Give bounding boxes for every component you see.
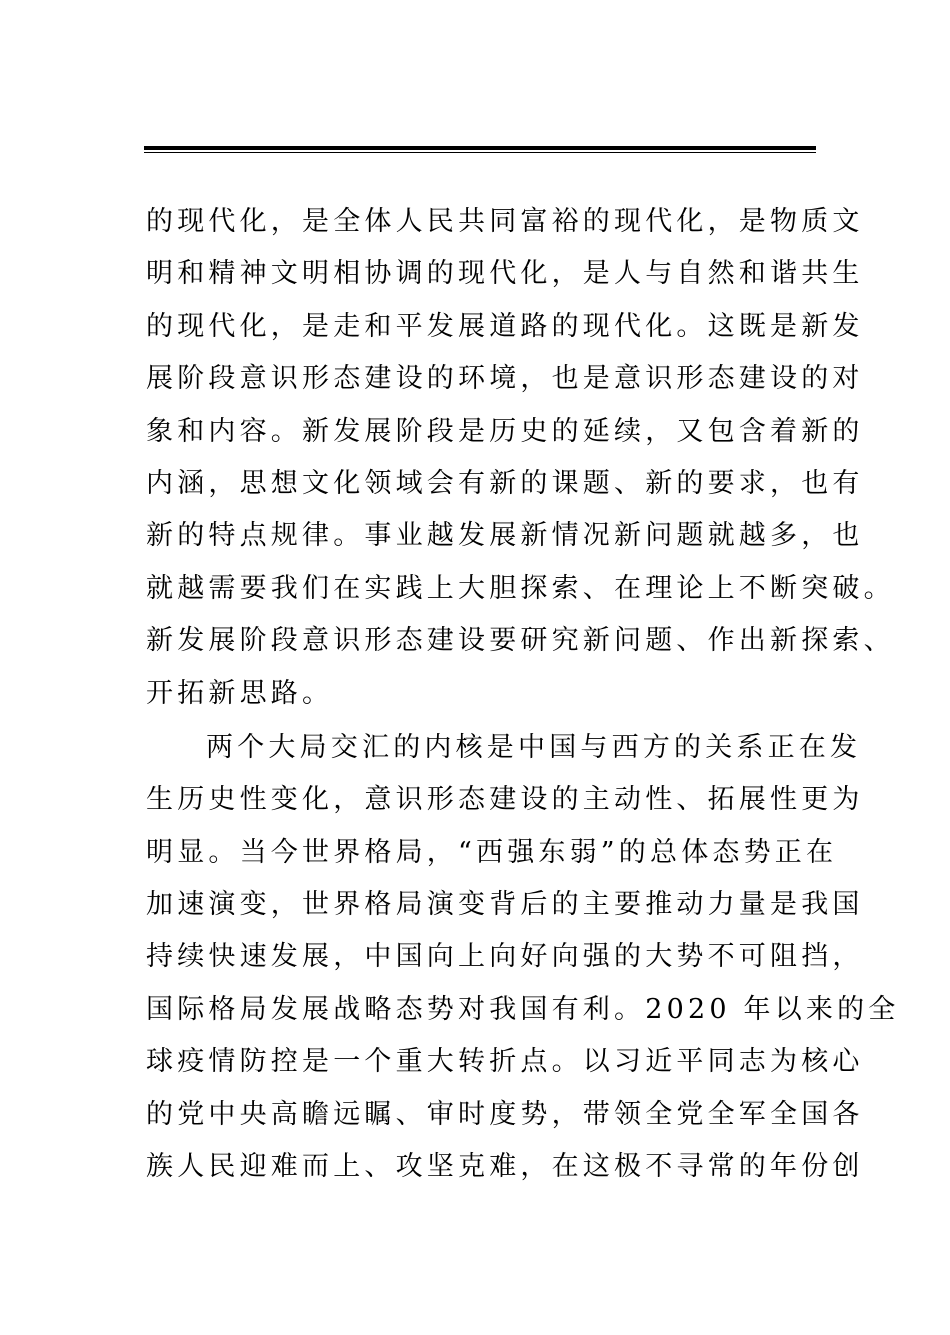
paragraph-1 — [146, 196, 895, 720]
text-line: 持续快速发展，中国向上向好向强的大势不可阻挡， — [146, 941, 864, 973]
text-line: 两个大局交汇的内核是中国与西方的关系正在发 — [206, 731, 862, 763]
text-line: 展阶段意识形态建设的环境，也是意识形态建设的对 — [146, 363, 864, 395]
text-line: 就越需要我们在实践上大胆探索、在理论上不断突破。 — [146, 572, 895, 604]
header-double-rule — [144, 146, 816, 153]
text-line: 族人民迎难而上、攻坚克难，在这极不寻常的年份创 — [146, 1151, 864, 1183]
document-body — [146, 196, 900, 1193]
text-line: 象和内容。新发展阶段是历史的延续，又包含着新的 — [146, 415, 864, 447]
text-line: 新的特点规律。事业越发展新情况新问题就越多，也 — [146, 520, 864, 552]
text-line: 加速演变，世界格局演变背后的主要推动力量是我国 — [146, 889, 864, 921]
text-line: 生历史性变化，意识形态建设的主动性、拓展性更为 — [146, 784, 864, 816]
text-line: 国际格局发展战略态势对我国有利。2020 年以来的全 — [146, 993, 900, 1025]
text-line: 的党中央高瞻远瞩、审时度势，带领全党全军全国各 — [146, 1098, 864, 1130]
text-line: 开拓新思路。 — [146, 677, 334, 709]
text-line: 明显。当今世界格局，“西强东弱”的总体态势正在 — [146, 836, 838, 868]
text-line: 的现代化，是全体人民共同富裕的现代化，是物质文 — [146, 206, 864, 237]
paragraph-2 — [146, 722, 900, 1194]
text-line: 新发展阶段意识形态建设要研究新问题、作出新探索、 — [146, 625, 895, 657]
text-line: 的现代化，是走和平发展道路的现代化。这既是新发 — [146, 310, 864, 342]
text-line: 球疫情防控是一个重大转折点。以习近平同志为核心 — [146, 1046, 864, 1078]
text-line: 明和精神文明相协调的现代化，是人与自然和谐共生 — [146, 258, 864, 290]
header-rule-thin — [144, 152, 816, 153]
text-line: 内涵，思想文化领域会有新的课题、新的要求，也有 — [146, 467, 864, 499]
